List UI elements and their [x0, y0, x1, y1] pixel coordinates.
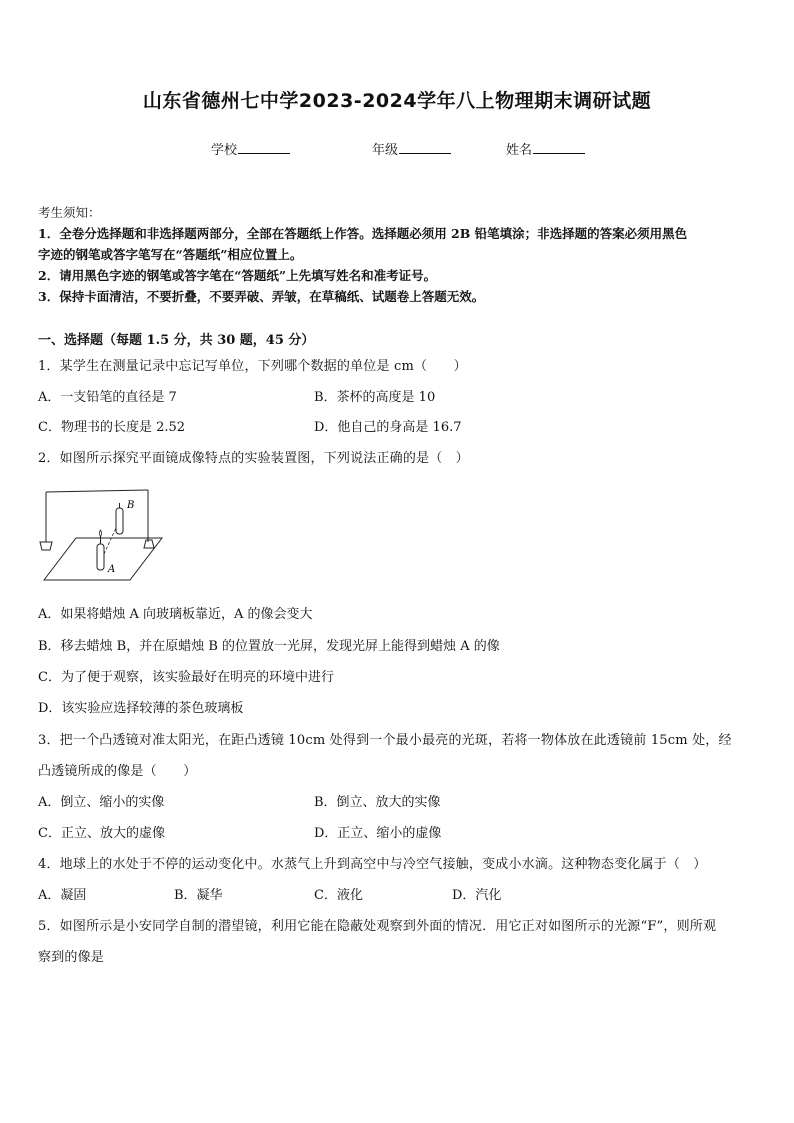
- mirror-experiment-figure: [36, 484, 166, 584]
- q4-option-d[interactable]: D．汽化: [452, 888, 502, 903]
- school-label: 学校: [211, 143, 238, 158]
- q2-option-b[interactable]: B．移去蜡烛 B，并在原蜡烛 B 的位置放一光屏，发现光屏上能得到蜡烛 A 的像: [38, 639, 500, 654]
- q3-option-a[interactable]: A．倒立、缩小的实像: [38, 795, 165, 810]
- notice-item-2: 2．请用黑色字迹的钢笔或答字笔在“答题纸”上先填写姓名和准考证号。: [38, 268, 437, 283]
- notice-item-1-line-1: 1．全卷分选择题和非选择题两部分，全部在答题纸上作答。选择题必须用 2B 铅笔填涂；非选择题的答案必须用黑色: [38, 226, 688, 241]
- q5-stem-line-2: 察到的像是: [38, 950, 105, 965]
- q4-option-c[interactable]: C．液化: [314, 888, 363, 903]
- notice-item-1-line-2: 字迹的钢笔或答字笔写在“答题纸”相应位置上。: [38, 247, 303, 262]
- notice-item-3: 3．保持卡面清洁，不要折叠，不要弄破、弄皱，在草稿纸、试题卷上答题无效。: [38, 289, 485, 304]
- notice-heading: 考生须知：: [38, 205, 101, 220]
- section-heading: 一、选择题（每题 1.5 分，共 30 题，45 分）: [38, 333, 315, 348]
- q4-option-b[interactable]: B．凝华: [174, 888, 223, 903]
- q2-option-a[interactable]: A．如果将蜡烛 A 向玻璃板靠近，A 的像会变大: [38, 607, 313, 622]
- figure-label-a: A: [108, 564, 116, 575]
- q2-option-d[interactable]: D．该实验应选择较薄的茶色玻璃板: [38, 701, 244, 716]
- grade-field[interactable]: [372, 139, 451, 158]
- school-blank[interactable]: [238, 141, 290, 154]
- q3-stem-line-1: 3．把一个凸透镜对准太阳光，在距凸透镜 10cm 处得到一个最小最亮的光斑，若将一物体放在此透镜前 15cm 处，经: [38, 733, 732, 748]
- name-blank[interactable]: [533, 141, 585, 154]
- exam-title: 山东省德州七中学2023-2024学年八上物理期末调研试题: [142, 90, 652, 112]
- q3-stem-line-2: 凸透镜所成的像是（ ）: [38, 764, 197, 779]
- grade-blank[interactable]: [399, 141, 451, 154]
- q1-option-c[interactable]: C．物理书的长度是 2.52: [38, 420, 186, 435]
- student-info-row: [0, 139, 794, 159]
- q4-option-a[interactable]: A．凝固: [38, 888, 87, 903]
- q2-stem: 2．如图所示探究平面镜成像特点的实验装置图，下列说法正确的是（ ）: [38, 451, 469, 466]
- q2-option-c[interactable]: C．为了便于观察，该实验最好在明亮的环境中进行: [38, 670, 334, 685]
- q4-stem: 4．地球上的水处于不停的运动变化中。水蒸气上升到高空中与冷空气接触，变成小水滴。这种物态变化属于（ ）: [38, 857, 707, 872]
- q5-stem-line-1: 5．如图所示是小安同学自制的潜望镜，利用它能在隐蔽处观察到外面的情况．用它正对如图所示的光源“F”，则所观: [38, 919, 717, 934]
- grade-label: 年级: [372, 143, 399, 158]
- q1-stem: 1．某学生在测量记录中忘记写单位，下列哪个数据的单位是 cm（ ）: [38, 359, 467, 374]
- q3-option-b[interactable]: B．倒立、放大的实像: [314, 795, 441, 810]
- figure-label-b: B: [127, 500, 135, 511]
- q1-option-d[interactable]: D．他自己的身高是 16.7: [314, 420, 462, 435]
- q3-option-c[interactable]: C．正立、放大的虚像: [38, 826, 165, 841]
- q1-option-b[interactable]: B．茶杯的高度是 10: [314, 390, 436, 405]
- name-label: 姓名: [506, 143, 533, 158]
- school-field[interactable]: [211, 139, 290, 158]
- q1-option-a[interactable]: A．一支铅笔的直径是 7: [38, 390, 177, 405]
- q3-option-d[interactable]: D．正立、缩小的虚像: [314, 826, 442, 841]
- name-field[interactable]: [506, 139, 585, 158]
